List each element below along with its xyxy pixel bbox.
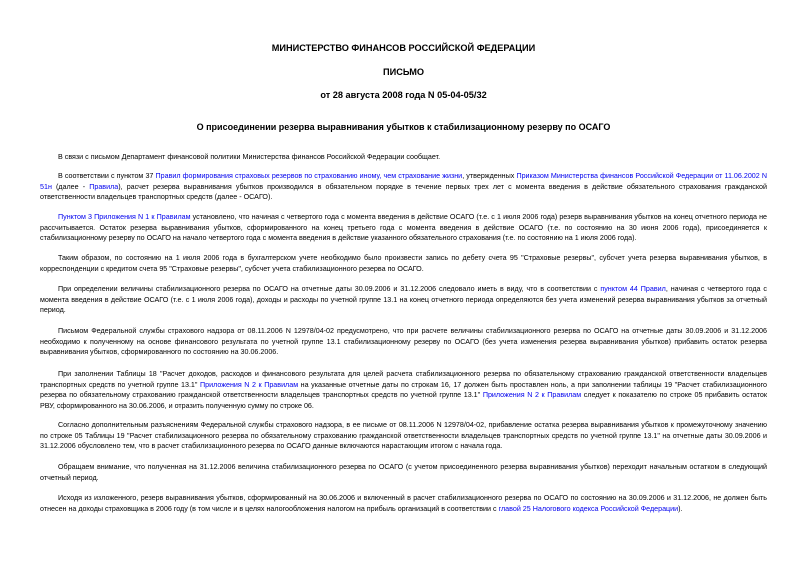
- link-tax-code-chapter-25[interactable]: главой 25 Налогового кодекса Российской Федерации: [498, 504, 679, 513]
- paragraph-7: [40, 369, 767, 411]
- paragraph-text: Обращаем внимание, что полученная на 31.12.2006 величина стабилизационного резерва по ОСАГО (с учетом присоединенного резерва выравнивания убытков) переходит начальным остатком в следующий отчетный период.: [40, 463, 767, 482]
- paragraph-6: [40, 326, 767, 358]
- paragraph-text: Таким образом, по состоянию на 1 июля 2006 года в бухгалтерском учете необходимо было произвести запись по дебету счета 95 "Страховые резервы", субсчет учета резерва выравнивания убытков, в корреспонденции с кредитом счета 95 "Страховые резервы", субсчет учета стабилизационного резерва по ОСАГО.: [40, 254, 767, 273]
- paragraph-text: ), расчет резерва выравнивания убытков производился в обязательном порядке в течение первых трех лет с момента введения в действие обязательного страхования гражданской ответственности владельцев транспортных средств (далее - ОСАГО).: [40, 182, 767, 202]
- paragraph-text: При заполнении Таблицы 18 "Расчет доходов, расходов и финансового результата для целей расчета стабилизационного резерва по обязательному страхованию гражданской ответственности владельцев транспортных средств по учетной группе 13.1": [40, 370, 767, 389]
- paragraph-text: Исходя из изложенного, резерв выравнивания убытков, сформированный на 30.06.2006 и включенный в расчет стабилизационного резерва по ОСАГО по состоянию на 30.09.2006 и 31.12.2006, не должен быть отнесен на доходы страховщика в 2006 году (в том числе и в целях налогообложения налогом на прибыль организаций в соответствии с: [40, 494, 767, 513]
- paragraph-text: ).: [678, 504, 683, 513]
- link-appendix-2-second[interactable]: Приложения N 2 к Правилам: [482, 391, 582, 400]
- paragraph-5: [40, 284, 767, 316]
- paragraph-text: Согласно дополнительным разъяснениям Федеральной службы страхового надзора, в ее письме от 08.11.2006 N 12978/04-02, прибавление остатка резерва выравнивания убытков к промежуточному значению по строке 05 Таблицы 19 "Расчет стабилизационного резерва по обязательному страхованию гражданской ответственности владельцев транспортных средств по учетной группе 13.1" на отчетные даты 30.09.2006 и 31.12.2006 обусловлено тем, что в расчет стабилизационного резерва по ОСАГО данные включаются нарастающим итогом с начала года.: [40, 421, 767, 451]
- link-rules-item-44[interactable]: пунктом 44 Правил: [600, 285, 666, 293]
- paragraph-text: на указанные отчетные даты по строкам 16, 17 должен быть проставлен ноль, а при заполнении таблицы 19 "Расчет стабилизационного резерва по обязательному страхованию гражданской ответственности владельцев транспортных средств по учетной группе 13.1": [40, 380, 767, 400]
- paragraph-text: , утвержденных: [462, 172, 517, 180]
- document-type-heading: ПИСЬМО: [382, 67, 425, 77]
- paragraph-9: [40, 462, 767, 483]
- paragraph-text: установлено, что начиная с четвертого года с момента введения в действие ОСАГО (т.е. с 1 июля 2006 года) резерв выравнивания убытков на конец отчетного периода не рассчитывается. Остаток резерва выравнивания убытков, сформированного на конец третьего года с момента введения в действие ОСАГО (т.е. по состоянию на 30 июня 2006 года), присоединяется к стабилизационному резерву по ОСАГО на начало четвертого года с момента введения в действие указанного обязательного страхования (т.е. по состоянию на 1 июля 2006 года).: [40, 213, 767, 243]
- paragraph-text: При определении величины стабилизационного резерва по ОСАГО на отчетные даты 30.09.2006 и 31.12.2006 следовало иметь в виду, что в соответствии с: [58, 285, 601, 293]
- paragraph-text: , начиная с четвертого года с момента введения в действие ОСАГО (т.е. с 1 июля 2006 года), доходы и расходы по учетной группе 13.1 на конец отчетного периода определяются без учета изменений резерва выравнивания убытков за отчетный период.: [40, 285, 767, 315]
- ministry-heading: МИНИСТЕРСТВО ФИНАНСОВ РОССИЙСКОЙ ФЕДЕРАЦИИ: [271, 43, 536, 53]
- link-appendix-1-item-3[interactable]: Пунктом 3 Приложения N 1 к Правилам: [58, 213, 191, 221]
- paragraph-text: В связи с письмом Департамент финансовой политики Министерства финансов Российской Федерации сообщает.: [58, 153, 441, 161]
- paragraph-text: следует к показателю по строке 05 прибавить остаток РВУ, сформированного на 30.06.2006, и отразить полученную сумму по строке 06.: [40, 391, 767, 410]
- link-rules[interactable]: Правила: [89, 182, 119, 191]
- link-reserves-rules[interactable]: Правил формирования страховых резервов по страхованию иному, чем страхование жизни: [155, 172, 463, 180]
- paragraph-1: [40, 152, 767, 163]
- link-appendix-2[interactable]: Приложения N 2 к Правилам: [199, 380, 299, 389]
- paragraph-text: Письмом Федеральной службы страхового надзора от 08.11.2006 N 12978/04-02 предусмотрено, что при расчете величины стабилизационного резерва по ОСАГО на отчетные даты 30.09.2006 и 31.12.2006 необходимо к полученному на основе финансового результата по учетной группе 13.1 стабилизационному резерву по ОСАГО (без учета изменения резерва выравнивания убытков) прибавить остаток резерва выравнивания убытков, сформированного по состоянию на 30.06.2006.: [40, 327, 767, 357]
- date-number-heading: от 28 августа 2008 года N 05-04-05/32: [320, 90, 487, 100]
- paragraph-8: [40, 420, 767, 452]
- paragraph-text: (далее -: [51, 182, 90, 191]
- paragraph-2: [40, 171, 767, 203]
- paragraph-text: В соответствии с пунктом 37: [58, 172, 156, 180]
- subject-heading: О присоединении резерва выравнивания убытков к стабилизационному резерву по ОСАГО: [196, 122, 611, 132]
- paragraph-3: [40, 212, 767, 244]
- paragraph-4: [40, 253, 767, 274]
- link-minfin-order[interactable]: Приказом Министерства финансов Российской Федерации от 11.06.2002 N 51н: [40, 172, 768, 191]
- paragraph-10: [40, 493, 767, 514]
